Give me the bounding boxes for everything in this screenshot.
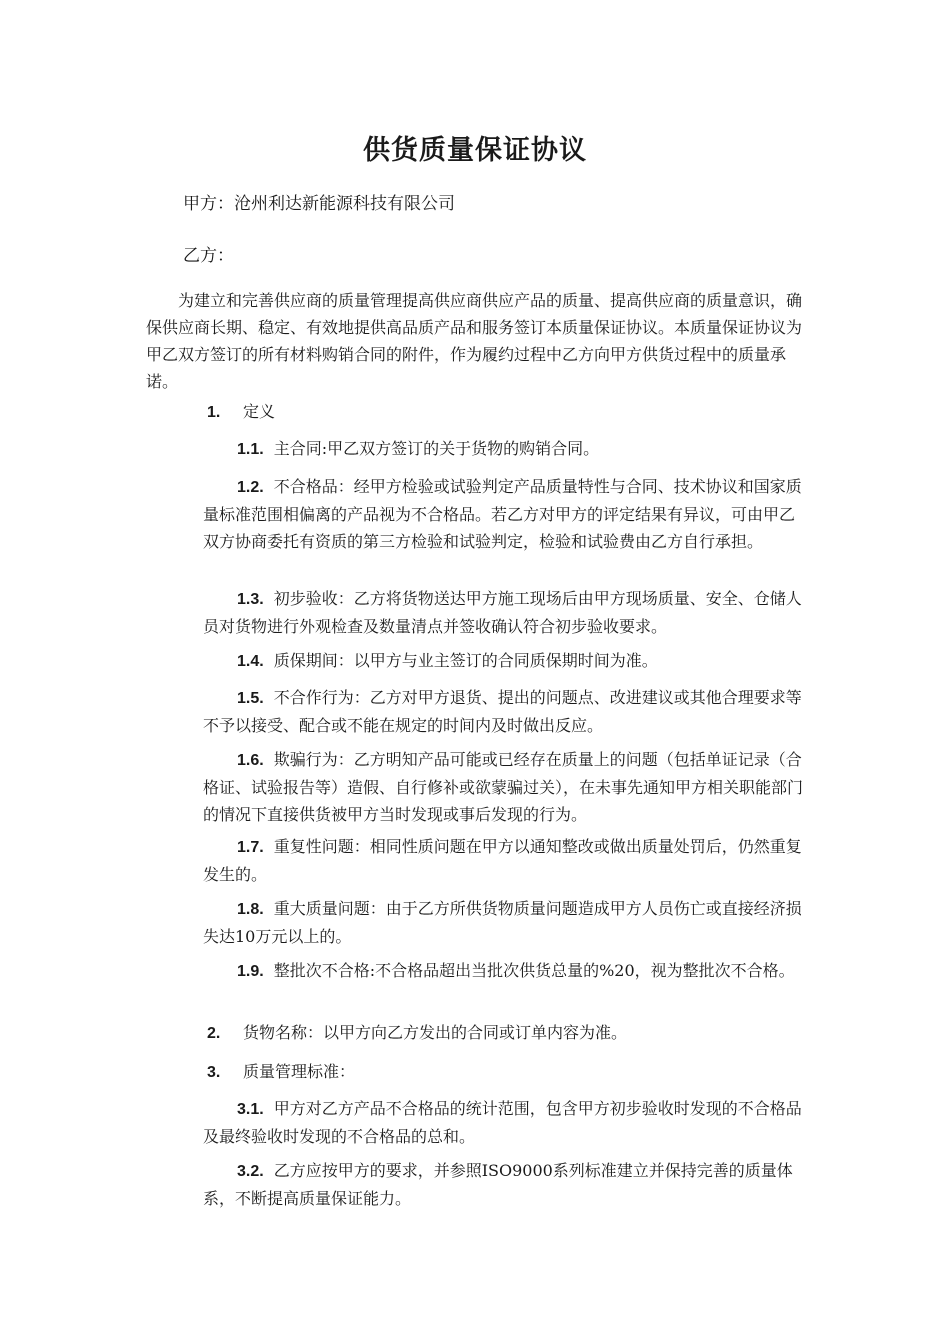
- section-text: 质量管理标准：: [243, 1062, 356, 1081]
- section-text: 欺骗行为：乙方明知产品可能或已经存在质量上的问题（包括单证记录（合格证、试验报告等）造假、自行修补或欲蒙骗过关），在未事先通知甲方相关职能部门的情况下直接供货被甲方当时发现或事后发现的行为。: [203, 750, 804, 824]
- section-heading: [207, 1058, 355, 1086]
- document-title: 供货质量保证协议: [363, 135, 587, 166]
- section-text: 乙方应按甲方的要求，并参照ISO9000系列标准建立并保持完善的质量体系，不断提高质量保证能力。: [203, 1161, 793, 1208]
- section-number: 1.7.: [237, 839, 264, 856]
- subsection: [203, 895, 810, 950]
- subsection: [203, 1157, 810, 1212]
- party-a-line: 甲方：沧州利达新能源科技有限公司: [183, 194, 455, 214]
- section-number: 2.: [207, 1025, 221, 1042]
- section-number: 1.5.: [237, 690, 264, 707]
- subsection: [203, 473, 810, 555]
- intro-paragraph: 为建立和完善供应商的质量管理提高供应商供应产品的质量、提高供应商的质量意识，确保供应商长期、稳定、有效地提供高品质产品和服务签订本质量保证协议。本质量保证协议为甲乙双方签订的所有材料购销合同的附件，作为履约过程中乙方向甲方供货过程中的质量承诺。: [146, 291, 803, 391]
- section-text: 不合作行为：乙方对甲方退货、提出的问题点、改进建议或其他合理要求等不予以接受、配合或不能在规定的时间内及时做出反应。: [203, 688, 802, 735]
- subsection: [203, 957, 810, 985]
- section-heading: [207, 1019, 627, 1047]
- section-text: 重复性问题：相同性质问题在甲方以通知整改或做出质量处罚后，仍然重复发生的。: [203, 837, 802, 884]
- section-text: 初步验收：乙方将货物送达甲方施工现场后由甲方现场质量、安全、仓储人员对货物进行外观检查及数量清点并签收确认符合初步验收要求。: [203, 589, 802, 636]
- section-text: 质保期间：以甲方与业主签订的合同质保期时间为准。: [273, 651, 658, 670]
- section-heading: [207, 398, 275, 426]
- section-number: 1.6.: [237, 752, 264, 769]
- section-text: 重大质量问题：由于乙方所供货物质量问题造成甲方人员伤亡或直接经济损失达10万元以上的。: [203, 899, 802, 946]
- section-text: 货物名称：以甲方向乙方发出的合同或订单内容为准。: [243, 1023, 628, 1042]
- section-number: 1.: [207, 404, 221, 421]
- section-number: 3.: [207, 1064, 221, 1081]
- subsection: [203, 684, 810, 739]
- subsection: [203, 585, 810, 640]
- section-number: 3.2.: [237, 1163, 264, 1180]
- section-number: 3.1.: [237, 1101, 264, 1118]
- subsection: [203, 833, 810, 888]
- section-text: 整批次不合格:不合格品超出当批次供货总量的%20，视为整批次不合格。: [273, 961, 795, 980]
- section-number: 1.1.: [237, 441, 264, 458]
- party-b-line: 乙方：: [183, 246, 234, 266]
- section-text: 甲方对乙方产品不合格品的统计范围，包含甲方初步验收时发现的不合格品及最终验收时发现的不合格品的总和。: [203, 1099, 802, 1146]
- section-number: 1.8.: [237, 901, 264, 918]
- subsection: [203, 647, 810, 675]
- subsection: [203, 746, 810, 828]
- section-text: 主合同:甲乙双方签订的关于货物的购销合同。: [273, 439, 600, 458]
- section-text: 不合格品：经甲方检验或试验判定产品质量特性与合同、技术协议和国家质量标准范围相偏离的产品视为不合格品。若乙方对甲方的评定结果有异议，可由甲乙双方协商委托有资质的第三方检验和试验判定，检验和试验费由乙方自行承担。: [203, 477, 802, 551]
- section-number: 1.4.: [237, 653, 264, 670]
- section-text: 定义: [243, 402, 276, 421]
- section-number: 1.3.: [237, 591, 264, 608]
- subsection: [203, 1095, 810, 1150]
- subsection: [203, 435, 810, 463]
- section-number: 1.9.: [237, 963, 264, 980]
- section-number: 1.2.: [237, 479, 264, 496]
